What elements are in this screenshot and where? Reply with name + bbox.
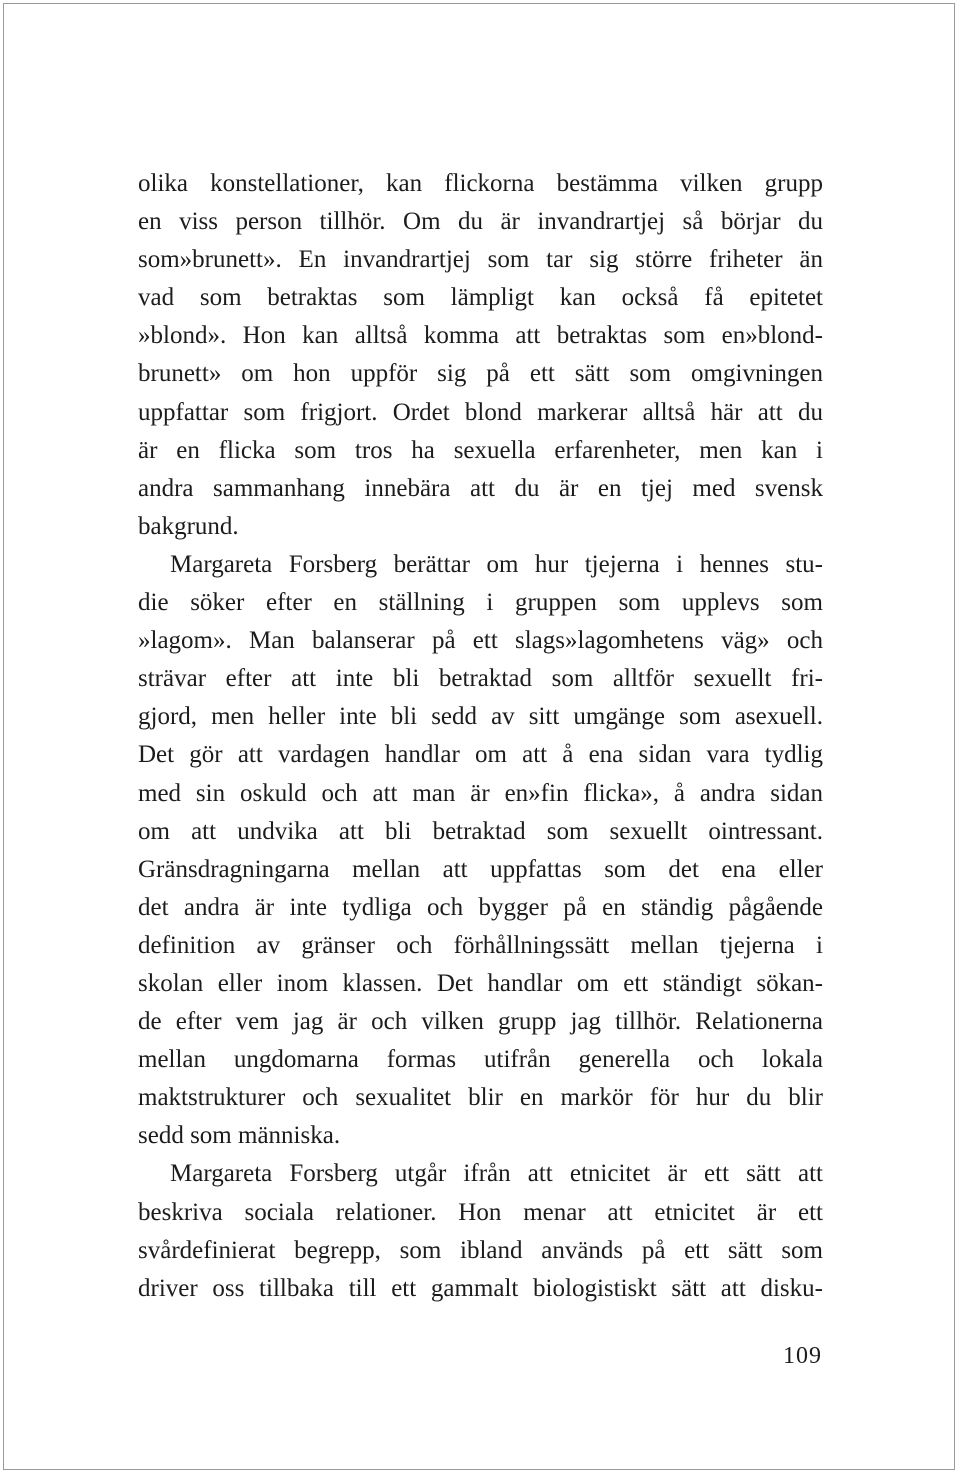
text-line: med sin oskuld och att man är en»fin flicka», å andra sidan (138, 779, 823, 807)
text-line: Det gör att vardagen handlar om att å ena sidan vara tydlig (138, 741, 823, 769)
text-line: strävar efter att inte bli betraktad som alltför sexuellt fri- (138, 665, 823, 693)
page-number: 109 (783, 1343, 822, 1369)
text-line: bakgrund. (138, 512, 239, 540)
text-line: maktstrukturer och sexualitet blir en markör för hur du blir (138, 1084, 823, 1112)
text-line: skolan eller inom klassen. Det handlar om ett ständigt sökan- (138, 969, 823, 997)
text-line: olika konstellationer, kan flickorna bestämma vilken grupp (138, 170, 823, 197)
text-line: vad som betraktas som lämpligt kan också få epitetet (138, 284, 823, 312)
text-line: Margareta Forsberg utgår ifrån att etnicitet är ett sätt att (170, 1160, 823, 1188)
text-line: definition av gränser och förhållningssätt mellan tjejerna i (138, 931, 823, 959)
text-line: uppfattar som frigjort. Ordet blond markerar alltså här att du (138, 398, 823, 426)
text-line: gjord, men heller inte bli sedd av sitt umgänge som asexuell. (138, 703, 823, 731)
text-line: en viss person tillhör. Om du är invandrartjej så börjar du (138, 208, 823, 236)
text-line: beskriva sociala relationer. Hon menar att etnicitet är ett (138, 1198, 823, 1226)
text-line: »lagom». Man balanserar på ett slags»lagomhetens väg» och (138, 627, 823, 655)
body-text (138, 165, 823, 1308)
text-line: driver oss tillbaka till ett gammalt biologistiskt sätt att disku- (138, 1274, 823, 1302)
text-line: andra sammanhang innebära att du är en tjej med svensk (138, 474, 823, 502)
text-line: mellan ungdomarna formas utifrån generella och lokala (138, 1046, 823, 1074)
text-line: Margareta Forsberg berättar om hur tjejerna i hennes stu- (170, 550, 823, 578)
text-line: som»brunett». En invandrartjej som tar sig större friheter än (138, 246, 823, 274)
text-line: die söker efter en ställning i gruppen som upplevs som (138, 589, 823, 617)
text-line: sedd som människa. (138, 1122, 341, 1150)
text-line: svårdefinierat begrepp, som ibland används på ett sätt som (138, 1236, 823, 1264)
text-line: brunett» om hon uppför sig på ett sätt som omgivningen (138, 360, 823, 388)
text-line: är en flicka som tros ha sexuella erfarenheter, men kan i (138, 436, 823, 464)
text-line: det andra är inte tydliga och bygger på en ständig pågående (138, 893, 823, 921)
text-line: om att undvika att bli betraktad som sexuellt ointressant. (138, 817, 823, 845)
text-line: Gränsdragningarna mellan att uppfattas som det ena eller (138, 855, 823, 883)
text-line: »blond». Hon kan alltså komma att betraktas som en»blond- (138, 322, 823, 350)
text-line: de efter vem jag är och vilken grupp jag tillhör. Relationerna (138, 1008, 823, 1036)
